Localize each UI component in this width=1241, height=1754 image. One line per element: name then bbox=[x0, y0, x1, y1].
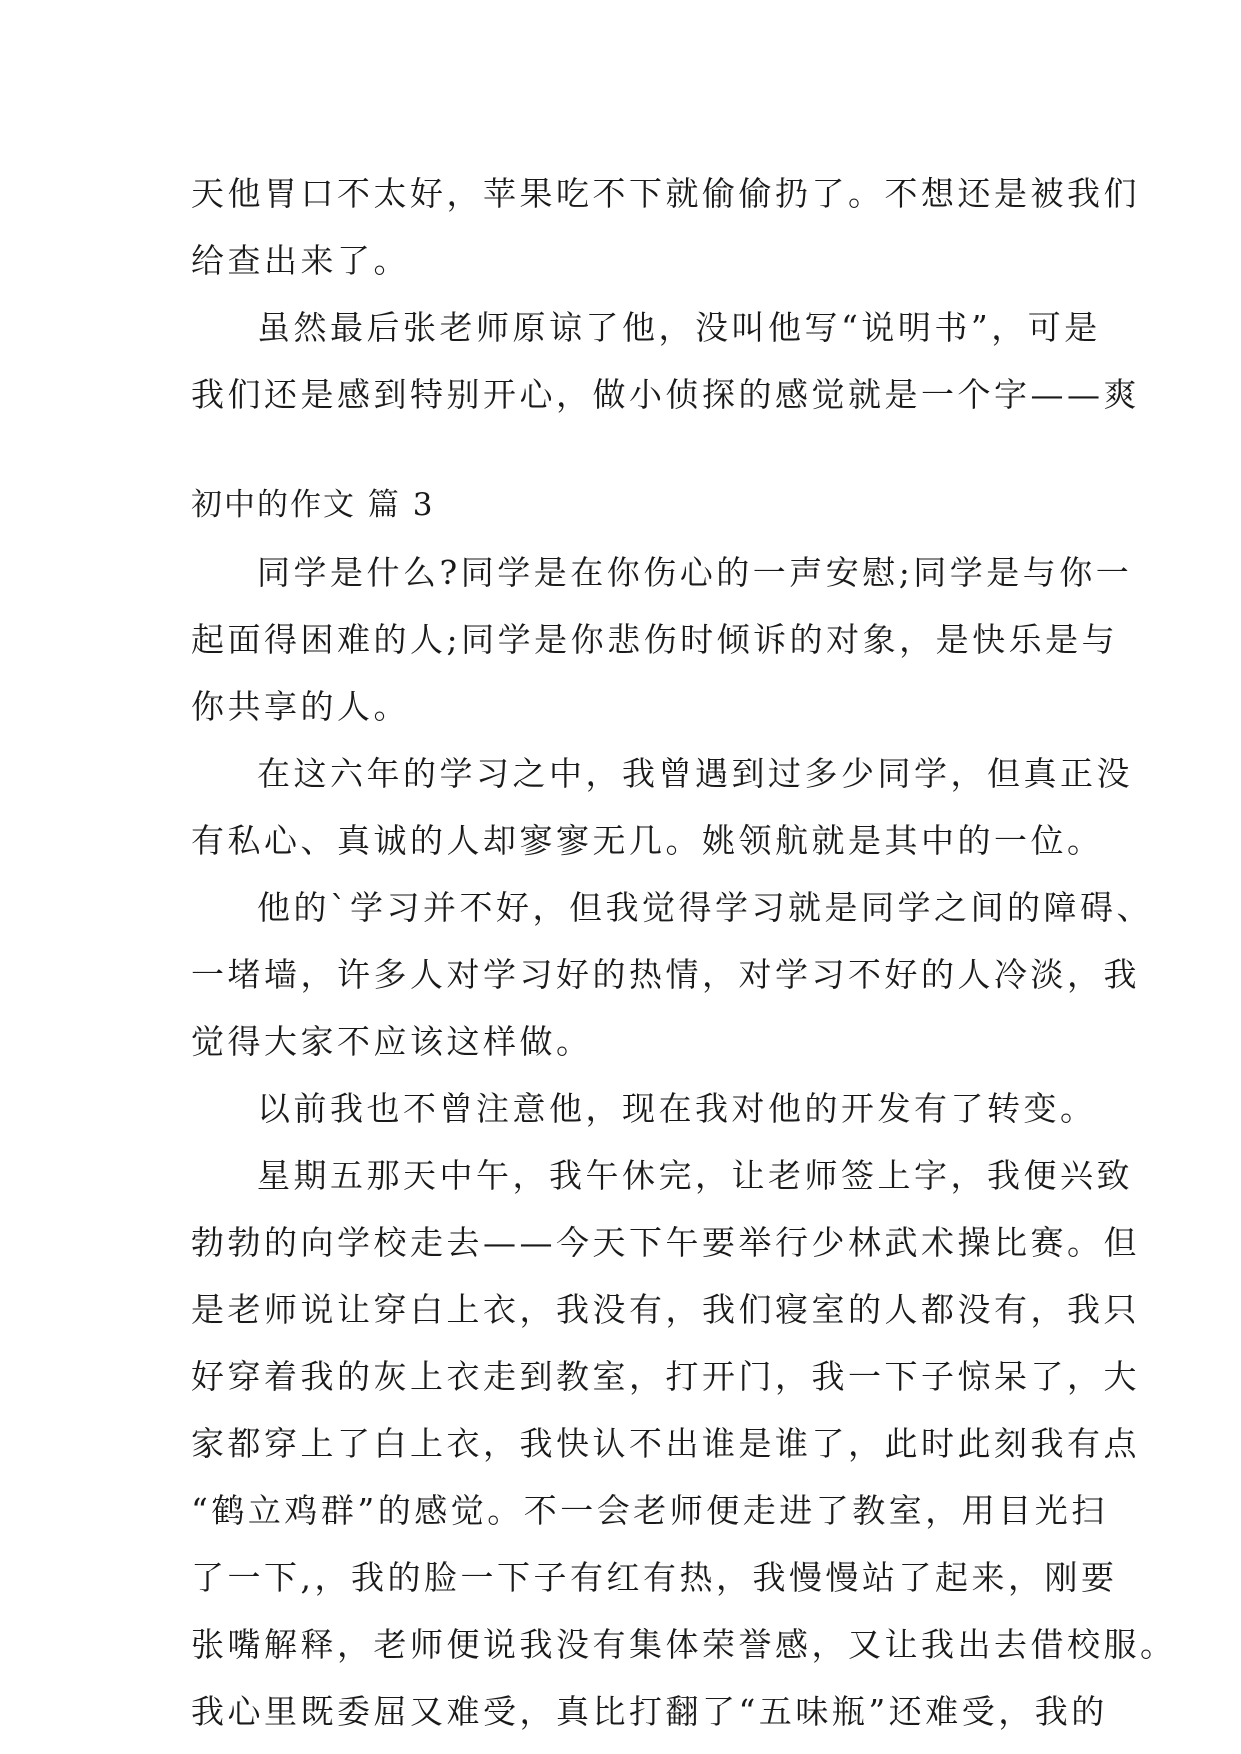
paragraph bbox=[191, 874, 1153, 1075]
text-line: 好穿着我的灰上衣走到教室，打开门，我一下子惊呆了，大 bbox=[191, 1357, 1140, 1396]
paragraph bbox=[191, 294, 1140, 428]
text-line: 勃勃的向学校走去——今天下午要举行少林武术操比赛。但 bbox=[191, 1223, 1140, 1262]
text-line: 我心里既委屈又难受，真比打翻了“五味瓶”还难受，我的 bbox=[191, 1692, 1108, 1731]
text-line: 起面得困难的人;同学是你悲伤时倾诉的对象，是快乐是与 bbox=[191, 620, 1119, 659]
paragraph bbox=[191, 1142, 1177, 1745]
section-heading: 初中的作文 篇 3 bbox=[191, 487, 435, 523]
document-body bbox=[191, 160, 1177, 1745]
text-line: 在这六年的学习之中，我曾遇到过多少同学，但真正没 bbox=[257, 754, 1133, 793]
text-line: 是老师说让穿白上衣，我没有，我们寝室的人都没有，我只 bbox=[191, 1290, 1140, 1329]
text-line: 给查出来了。 bbox=[191, 241, 410, 280]
text-line: 觉得大家不应该这样做。 bbox=[191, 1022, 593, 1061]
text-line: 虽然最后张老师原谅了他，没叫他写“说明书”，可是 bbox=[257, 308, 1101, 347]
paragraph bbox=[191, 539, 1133, 740]
text-line: 家都穿上了白上衣，我快认不出谁是谁了，此时此刻我有点 bbox=[191, 1424, 1140, 1463]
section-spacer bbox=[191, 428, 1061, 472]
text-line: 星期五那天中午，我午休完，让老师签上字，我便兴致 bbox=[257, 1156, 1133, 1195]
text-line: 同学是什么?同学是在你伤心的一声安慰;同学是与你一 bbox=[257, 553, 1133, 592]
text-line: 我们还是感到特别开心，做小侦探的感觉就是一个字——爽 bbox=[191, 375, 1140, 414]
paragraph bbox=[191, 1075, 1097, 1142]
text-line: 一堵墙，许多人对学习好的热情，对学习不好的人冷淡，我 bbox=[191, 955, 1140, 994]
text-line: 有私心、真诚的人却寥寥无几。姚领航就是其中的一位。 bbox=[191, 821, 1104, 860]
text-line: 天他胃口不太好，苹果吃不下就偷偷扔了。不想还是被我们 bbox=[191, 174, 1140, 213]
text-line: 他的`学习并不好，但我觉得学习就是同学之间的障碍、 bbox=[257, 888, 1153, 927]
text-line: 以前我也不曾注意他，现在我对他的开发有了转变。 bbox=[257, 1089, 1097, 1128]
paragraph bbox=[191, 160, 1140, 294]
paragraph bbox=[191, 740, 1133, 874]
text-line: “鹤立鸡群”的感觉。不一会老师便走进了教室，用目光扫 bbox=[191, 1491, 1108, 1530]
text-line: 了一下,，我的脸一下子有红有热，我慢慢站了起来，刚要 bbox=[191, 1558, 1118, 1597]
text-line: 张嘴解释，老师便说我没有集体荣誉感，又让我出去借校服。 bbox=[191, 1625, 1177, 1664]
text-line: 你共享的人。 bbox=[191, 687, 410, 726]
